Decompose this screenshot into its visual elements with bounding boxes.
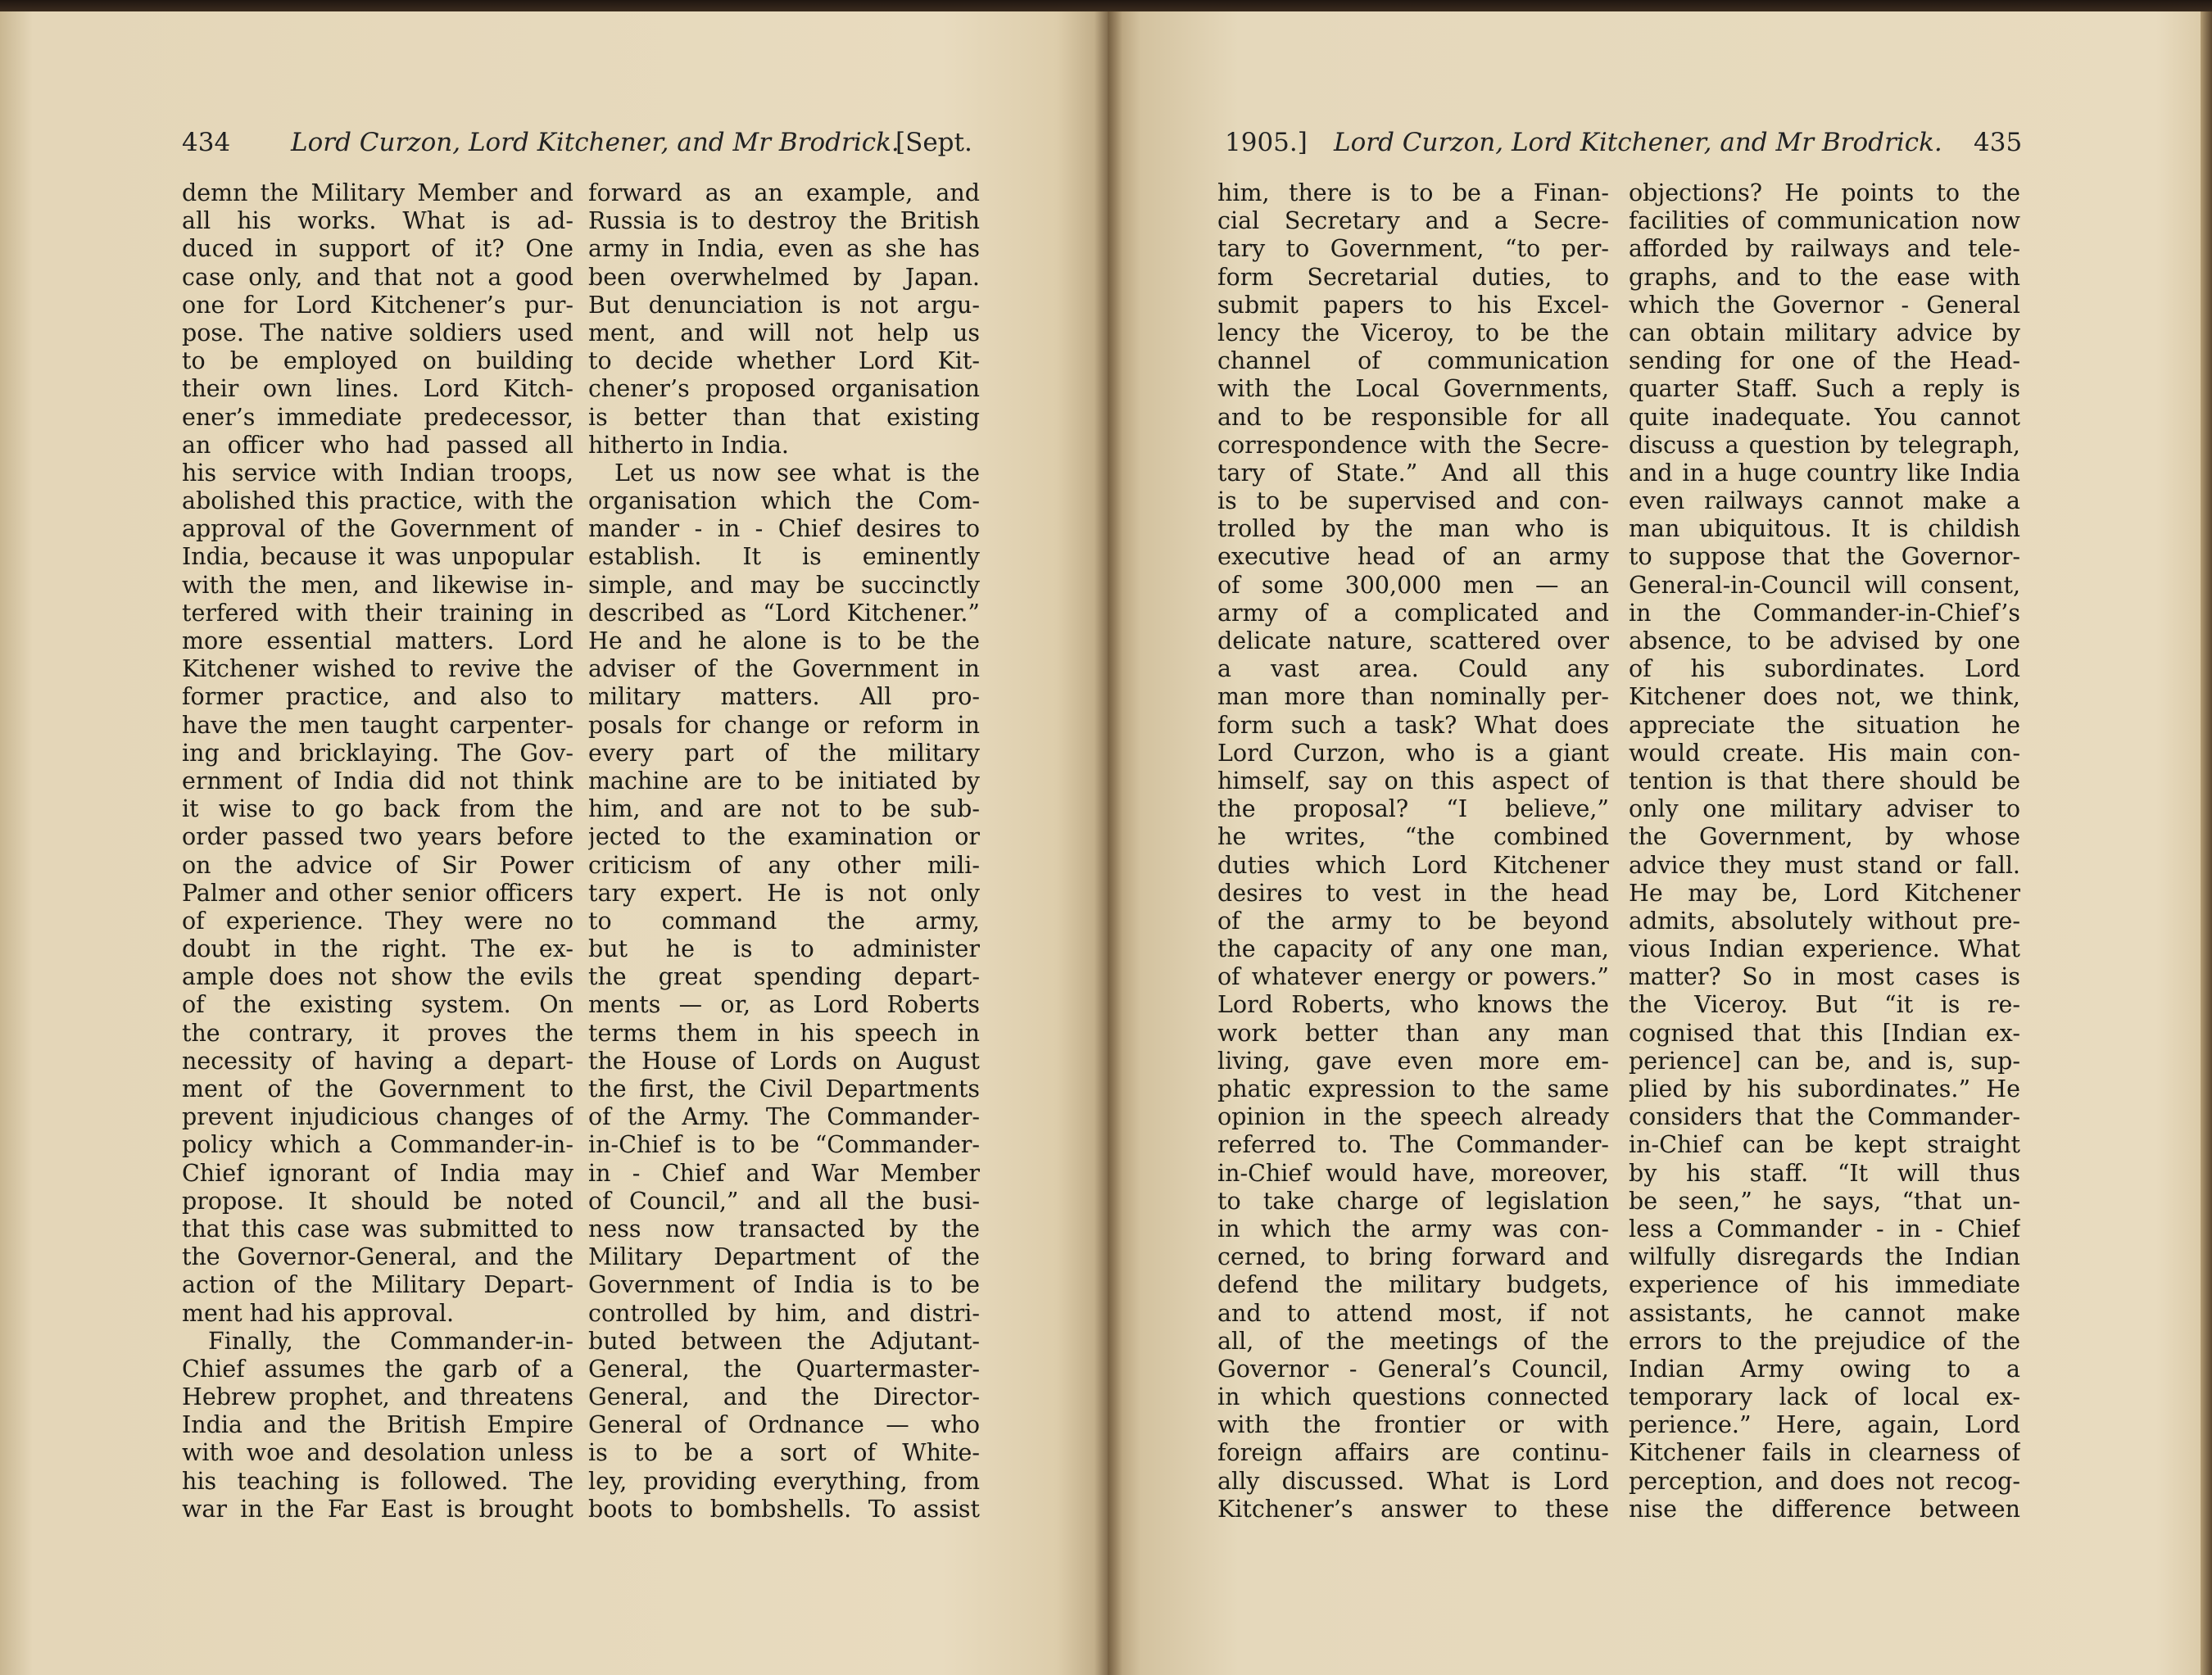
text-line: and in a huge country like India [1629,459,2020,487]
text-line: ment of the Government to [182,1075,573,1102]
text-line: Kitchener’s answer to these [1217,1495,1609,1523]
text-line: General-in-Council will consent, [1629,571,2020,599]
text-line: plied by his subordinates.” He [1629,1075,2020,1102]
text-line: Chief assumes the garb of a [182,1355,573,1383]
text-line: would create. His main con- [1629,739,2020,767]
right-page [1108,11,2212,1675]
text-line: perception, and does not recog- [1629,1467,2020,1495]
text-line: General, the Quartermaster- [588,1355,980,1383]
text-line: terfered with their training in [182,599,573,627]
text-line: his service with Indian troops, [182,459,573,487]
text-line: every part of the military [588,739,980,767]
text-line: quarter Staff. Such a reply is [1629,375,2020,403]
text-line: organisation which the Com- [588,487,980,515]
text-line: of experience. They were no [182,907,573,935]
book-gutter [1095,11,1122,1675]
text-line: and to attend most, if not [1217,1299,1609,1327]
book-right-edge [2201,11,2212,1675]
text-line: graphs, and to the ease with [1629,263,2020,291]
text-line: cerned, to bring forward and [1217,1243,1609,1271]
text-line: with the Local Governments, [1217,375,1609,403]
text-line: Indian Army owing to a [1629,1355,2020,1383]
text-line: Chief ignorant of India may [182,1159,573,1187]
text-line: posals for change or reform in [588,711,980,739]
page-number-left: 434 [182,128,231,157]
text-line: tary to Government, “to per- [1217,235,1609,263]
text-line: tary expert. He is not only [588,879,980,907]
text-line: jected to the examination or [588,823,980,851]
text-line: form Secretarial duties, to [1217,263,1609,291]
text-line: is better than that existing [588,403,980,431]
text-line: duced in support of it? One [182,235,573,263]
text-line: mander - in - Chief desires to [588,515,980,543]
text-line: abolished this practice, with the [182,487,573,515]
text-line: former practice, and also to [182,683,573,711]
text-line: in which questions connected [1217,1383,1609,1411]
text-line: ally discussed. What is Lord [1217,1467,1609,1495]
text-line: he writes, “the combined [1217,823,1609,851]
text-line: is to be a sort of White- [588,1439,980,1467]
text-line: in - Chief and War Member [588,1159,980,1187]
text-line: matter? So in most cases is [1629,963,2020,991]
text-line: executive head of an army [1217,543,1609,571]
text-line: to take charge of legislation [1217,1187,1609,1215]
text-line: channel of communication [1217,347,1609,375]
running-title-left: Lord Curzon, Lord Kitchener, and Mr Brodrick. [291,128,900,157]
text-line: only one military adviser to [1629,795,2020,823]
text-line: Russia is to destroy the British [588,207,980,235]
text-line: it wise to go back from the [182,795,573,823]
text-line: to suppose that the Governor- [1629,543,2020,571]
text-line: defend the military budgets, [1217,1271,1609,1299]
text-line: action of the Military Depart- [182,1271,573,1299]
text-line: errors to the prejudice of the [1629,1327,2020,1355]
text-line: forward as an example, and [588,179,980,206]
text-line: to decide whether Lord Kit- [588,347,980,375]
text-line: sending for one of the Head- [1629,347,2020,375]
text-line: propose. It should be noted [182,1187,573,1215]
text-line: war in the Far East is brought [182,1495,573,1523]
text-column [1629,179,2020,1523]
text-line: trolled by the man who is [1217,515,1609,543]
text-line: lency the Viceroy, to be the [1217,319,1609,346]
text-line: to be employed on building [182,347,573,375]
text-line: Hebrew prophet, and threatens [182,1383,573,1411]
text-line: and to be responsible for all [1217,403,1609,431]
running-title-right: Lord Curzon, Lord Kitchener, and Mr Brodrick. [1334,128,1942,157]
text-line: opinion in the speech already [1217,1103,1609,1131]
text-line: Governor - General’s Council, [1217,1355,1609,1383]
text-line: Government of India is to be [588,1271,980,1299]
text-line: the proposal? “I believe,” [1217,795,1609,823]
text-line: phatic expression to the same [1217,1075,1609,1102]
text-line: quite inadequate. You cannot [1629,403,2020,431]
text-line: discuss a question by telegraph, [1629,431,2020,459]
text-line: ments — or, as Lord Roberts [588,991,980,1019]
text-line: ness now transacted by the [588,1215,980,1243]
text-line: in which the army was con- [1217,1215,1609,1243]
text-column [1217,179,1609,1523]
text-line: adviser of the Government in [588,655,980,683]
text-line: nise the difference between [1629,1495,2020,1523]
text-line: General, and the Director- [588,1383,980,1411]
text-line: criticism of any other mili- [588,851,980,879]
page-number-right: 435 [1974,128,2023,157]
text-line: of some 300,000 men — an [1217,571,1609,599]
text-line: work better than any man [1217,1019,1609,1047]
text-line: the Viceroy. But “it is re- [1629,991,2020,1019]
text-line: desires to vest in the head [1217,879,1609,907]
text-line: ample does not show the evils [182,963,573,991]
text-line: establish. It is eminently [588,543,980,571]
text-line: boots to bombshells. To assist [588,1495,980,1523]
text-line: pose. The native soldiers used [182,319,573,346]
date-tag-left: [Sept. [895,128,972,157]
text-line: with the men, and likewise in- [182,571,573,599]
text-line: delicate nature, scattered over [1217,627,1609,654]
text-line: chener’s proposed organisation [588,375,980,403]
text-line: of the existing system. On [182,991,573,1019]
text-line: tary of State.” And all this [1217,459,1609,487]
text-line: all his works. What is ad- [182,207,573,235]
text-line: advice they must stand or fall. [1629,851,2020,879]
text-line: in-Chief would have, moreover, [1217,1159,1609,1187]
text-line: man ubiquitous. It is childish [1629,515,2020,543]
text-line: with the frontier or with [1217,1411,1609,1439]
text-line: one for Lord Kitchener’s pur- [182,291,573,319]
text-line: admits, absolutely without pre- [1629,907,2020,935]
text-column [588,179,980,1523]
text-line: Kitchener does not, we think, [1629,683,2020,711]
text-line: be seen,” he says, “that un- [1629,1187,2020,1215]
text-line: have the men taught carpenter- [182,711,573,739]
text-line: which the Governor - General [1629,291,2020,319]
text-line: him, and are not to be sub- [588,795,980,823]
text-line: buted between the Adjutant- [588,1327,980,1355]
text-line: necessity of having a depart- [182,1047,573,1075]
text-line: Palmer and other senior officers [182,879,573,907]
text-column [182,179,573,1523]
text-line: ernment of India did not think [182,767,573,794]
text-line: facilities of communication now [1629,207,2020,235]
text-line: the great spending depart- [588,963,980,991]
text-line: the Government, by whose [1629,823,2020,851]
text-line: an officer who had passed all [182,431,573,459]
text-line: Military Department of the [588,1243,980,1271]
text-line: the first, the Civil Departments [588,1075,980,1102]
text-line: temporary lack of local ex- [1629,1383,2020,1411]
right-page-header [1108,128,2212,169]
text-line: India, because it was unpopular [182,543,573,571]
text-line: approval of the Government of [182,515,573,543]
text-line: duties which Lord Kitchener [1217,851,1609,879]
text-line: ley, providing everything, from [588,1467,980,1495]
text-line: hitherto in India. [588,431,789,459]
text-line: army in India, even as she has [588,235,980,263]
text-line: the Governor-General, and the [182,1243,573,1271]
text-line: Lord Roberts, who knows the [1217,991,1609,1019]
text-line: order passed two years before [182,823,573,851]
text-line: But denunciation is not argu- [588,291,980,319]
text-line: man more than nominally per- [1217,683,1609,711]
text-line: described as “Lord Kitchener.” [588,599,980,627]
text-line: of Council,” and all the busi- [588,1187,980,1215]
text-line: himself, say on this aspect of [1217,767,1609,794]
text-line: his teaching is followed. The [182,1467,573,1495]
text-line: perience.” Here, again, Lord [1629,1411,2020,1439]
text-line: by his staff. “It will thus [1629,1159,2020,1187]
text-line: ing and bricklaying. The Gov- [182,739,573,767]
text-line: He may be, Lord Kitchener [1629,879,2020,907]
left-page-header [0,128,1108,169]
text-line: with woe and desolation unless [182,1439,573,1467]
text-line: of the army to be beyond [1217,907,1609,935]
text-line: considers that the Commander- [1629,1103,2020,1131]
text-line: Kitchener fails in clearness of [1629,1439,2020,1467]
text-line: their own lines. Lord Kitch- [182,375,573,403]
text-line: that this case was submitted to [182,1215,573,1243]
text-line: of the Army. The Commander- [588,1103,980,1131]
text-line: objections? He points to the [1629,179,2020,206]
text-line: a vast area. Could any [1217,655,1609,683]
text-line: machine are to be initiated by [588,767,980,794]
text-line: submit papers to his Excel- [1217,291,1609,319]
text-line: military matters. All pro- [588,683,980,711]
text-line: doubt in the right. The ex- [182,935,573,963]
text-line: perience] can be, and is, sup- [1629,1047,2020,1075]
text-line: in-Chief is to be “Commander- [588,1131,980,1159]
text-line: is to be supervised and con- [1217,487,1609,515]
text-line: cognised that this [Indian ex- [1629,1019,2020,1047]
text-line: policy which a Commander-in- [182,1131,573,1159]
text-line: demn the Military Member and [182,179,573,206]
text-line: assistants, he cannot make [1629,1299,2020,1327]
text-line: absence, to be advised by one [1629,627,2020,654]
text-line: India and the British Empire [182,1411,573,1439]
text-line: on the advice of Sir Power [182,851,573,879]
text-line: living, gave even more em- [1217,1047,1609,1075]
text-line: General of Ordnance — who [588,1411,980,1439]
text-line: ment, and will not help us [588,319,980,346]
text-line: the House of Lords on August [588,1047,980,1075]
text-line: Finally, the Commander-in- [208,1327,573,1355]
text-line: more essential matters. Lord [182,627,573,654]
text-line: the contrary, it proves the [182,1019,573,1047]
text-line: case only, and that not a good [182,263,573,291]
text-line: He and he alone is to be the [588,627,980,654]
text-line: less a Commander - in - Chief [1629,1215,2020,1243]
date-tag-right: 1905.] [1225,128,1308,157]
text-line: cial Secretary and a Secre- [1217,207,1609,235]
text-line: ener’s immediate predecessor, [182,403,573,431]
text-line: prevent injudicious changes of [182,1103,573,1131]
left-page [0,11,1108,1675]
text-line: tention is that there should be [1629,767,2020,794]
text-line: but he is to administer [588,935,980,963]
text-line: all, of the meetings of the [1217,1327,1609,1355]
text-line: in-Chief can be kept straight [1629,1131,2020,1159]
text-line: Lord Curzon, who is a giant [1217,739,1609,767]
text-line: to command the army, [588,907,980,935]
text-line: been overwhelmed by Japan. [588,263,980,291]
text-line: form such a task? What does [1217,711,1609,739]
text-line: him, there is to be a Finan- [1217,179,1609,206]
text-line: can obtain military advice by [1629,319,2020,346]
text-line: ment had his approval. [182,1299,455,1327]
text-line: the capacity of any one man, [1217,935,1609,963]
text-line: in the Commander-in-Chief’s [1629,599,2020,627]
text-line: simple, and may be succinctly [588,571,980,599]
text-line: vious Indian experience. What [1629,935,2020,963]
text-line: terms them in his speech in [588,1019,980,1047]
text-line: experience of his immediate [1629,1271,2020,1299]
text-line: Let us now see what is the [614,459,980,487]
text-line: appreciate the situation he [1629,711,2020,739]
text-line: referred to. The Commander- [1217,1131,1609,1159]
text-line: controlled by him, and distri- [588,1299,980,1327]
text-line: Kitchener wished to revive the [182,655,573,683]
text-line: correspondence with the Secre- [1217,431,1609,459]
text-line: wilfully disregards the Indian [1629,1243,2020,1271]
text-line: foreign affairs are continu- [1217,1439,1609,1467]
text-line: even railways cannot make a [1629,487,2020,515]
text-line: afforded by railways and tele- [1629,235,2020,263]
text-line: of whatever energy or powers.” [1217,963,1609,991]
text-line: of his subordinates. Lord [1629,655,2020,683]
text-line: army of a complicated and [1217,599,1609,627]
